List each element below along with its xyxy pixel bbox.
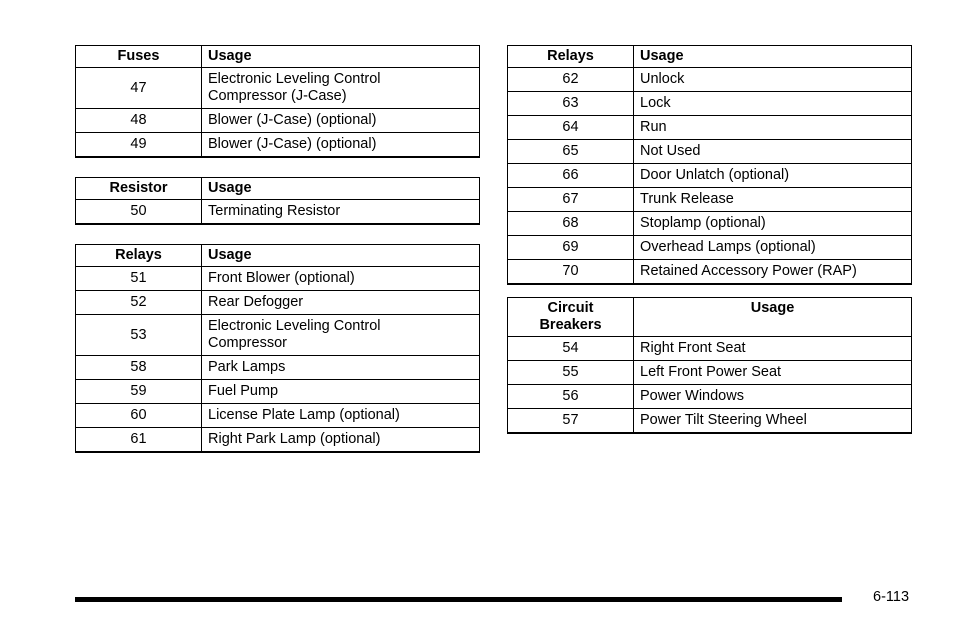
table-row	[508, 116, 912, 140]
relay-number: 61	[76, 428, 202, 453]
relay-usage: Not Used	[634, 140, 912, 164]
relay-usage: Fuel Pump	[202, 380, 480, 404]
relay-usage: Overhead Lamps (optional)	[634, 236, 912, 260]
fuse-number: 48	[76, 109, 202, 133]
relay-usage: Lock	[634, 92, 912, 116]
relay-number: 59	[76, 380, 202, 404]
relay-number: 69	[508, 236, 634, 260]
breaker-usage: Left Front Power Seat	[634, 361, 912, 385]
relay-number: 52	[76, 291, 202, 315]
relay-usage: Trunk Release	[634, 188, 912, 212]
table-row	[508, 361, 912, 385]
footer-rule	[75, 597, 842, 602]
relay-number: 65	[508, 140, 634, 164]
table-header-row	[76, 46, 480, 68]
header-line: Breakers	[539, 317, 602, 333]
page-number: 6-113	[873, 589, 910, 605]
fuse-usage: Blower (J-Case) (optional)	[202, 109, 480, 133]
table-row	[76, 267, 480, 291]
table-row	[76, 315, 480, 356]
relay-number: 53	[76, 315, 202, 356]
breaker-usage: Power Tilt Steering Wheel	[634, 409, 912, 434]
fuse-number: 47	[76, 68, 202, 109]
resistor-table	[75, 177, 480, 225]
table-row	[76, 200, 480, 225]
relay-usage: Front Blower (optional)	[202, 267, 480, 291]
table-row	[508, 140, 912, 164]
table-row	[508, 260, 912, 285]
table-header-row	[76, 245, 480, 267]
fuses-table	[75, 45, 480, 158]
relay-usage: Stoplamp (optional)	[634, 212, 912, 236]
table-row	[76, 68, 480, 109]
breaker-number: 57	[508, 409, 634, 434]
relay-usage: Right Park Lamp (optional)	[202, 428, 480, 453]
resistor-usage: Terminating Resistor	[202, 200, 480, 225]
column-header-relays: Relays	[76, 245, 202, 267]
relay-number: 58	[76, 356, 202, 380]
relay-number: 63	[508, 92, 634, 116]
breaker-number: 54	[508, 337, 634, 361]
usage-line: Compressor	[208, 335, 287, 351]
relay-number: 70	[508, 260, 634, 285]
breaker-number: 56	[508, 385, 634, 409]
table-row	[76, 133, 480, 158]
relay-usage: Unlock	[634, 68, 912, 92]
header-line: Circuit	[547, 300, 594, 316]
column-header-relays: Relays	[508, 46, 634, 68]
usage-line: Electronic Leveling Control	[208, 71, 381, 87]
table-header-row	[76, 178, 480, 200]
table-row	[508, 92, 912, 116]
table-row	[76, 291, 480, 315]
column-header-usage: Usage	[202, 245, 480, 267]
table-row	[76, 428, 480, 453]
relay-number: 67	[508, 188, 634, 212]
relays-table-left	[75, 244, 480, 453]
column-header-usage: Usage	[202, 178, 480, 200]
table-header-row	[508, 46, 912, 68]
relay-usage: Door Unlatch (optional)	[634, 164, 912, 188]
relay-usage: Run	[634, 116, 912, 140]
relay-number: 64	[508, 116, 634, 140]
table-row	[508, 68, 912, 92]
relay-number: 62	[508, 68, 634, 92]
column-header-usage: Usage	[202, 46, 480, 68]
column-header-fuses: Fuses	[76, 46, 202, 68]
column-header-usage: Usage	[634, 46, 912, 68]
relay-usage: License Plate Lamp (optional)	[202, 404, 480, 428]
circuit-breakers-table	[507, 297, 912, 434]
table-row	[76, 109, 480, 133]
relay-usage: Park Lamps	[202, 356, 480, 380]
usage-line: Compressor (J-Case)	[208, 88, 347, 104]
breaker-usage: Power Windows	[634, 385, 912, 409]
relay-number: 68	[508, 212, 634, 236]
usage-line: Electronic Leveling Control	[208, 318, 381, 334]
table-row	[508, 409, 912, 434]
table-row	[508, 164, 912, 188]
fuse-usage	[202, 68, 480, 109]
relay-number: 60	[76, 404, 202, 428]
relay-number: 66	[508, 164, 634, 188]
fuse-usage: Blower (J-Case) (optional)	[202, 133, 480, 158]
resistor-number: 50	[76, 200, 202, 225]
breaker-number: 55	[508, 361, 634, 385]
table-header-row	[508, 298, 912, 337]
column-header-usage: Usage	[634, 298, 912, 337]
relay-number: 51	[76, 267, 202, 291]
table-row	[76, 404, 480, 428]
relay-usage: Retained Accessory Power (RAP)	[634, 260, 912, 285]
relay-usage: Rear Defogger	[202, 291, 480, 315]
table-row	[508, 385, 912, 409]
relay-usage	[202, 315, 480, 356]
table-row	[508, 212, 912, 236]
fuse-number: 49	[76, 133, 202, 158]
table-row	[508, 188, 912, 212]
column-header-resistor: Resistor	[76, 178, 202, 200]
relays-table-right	[507, 45, 912, 285]
table-row	[76, 356, 480, 380]
table-row	[76, 380, 480, 404]
table-row	[508, 337, 912, 361]
breaker-usage: Right Front Seat	[634, 337, 912, 361]
table-row	[508, 236, 912, 260]
column-header-circuit-breakers	[508, 298, 634, 337]
